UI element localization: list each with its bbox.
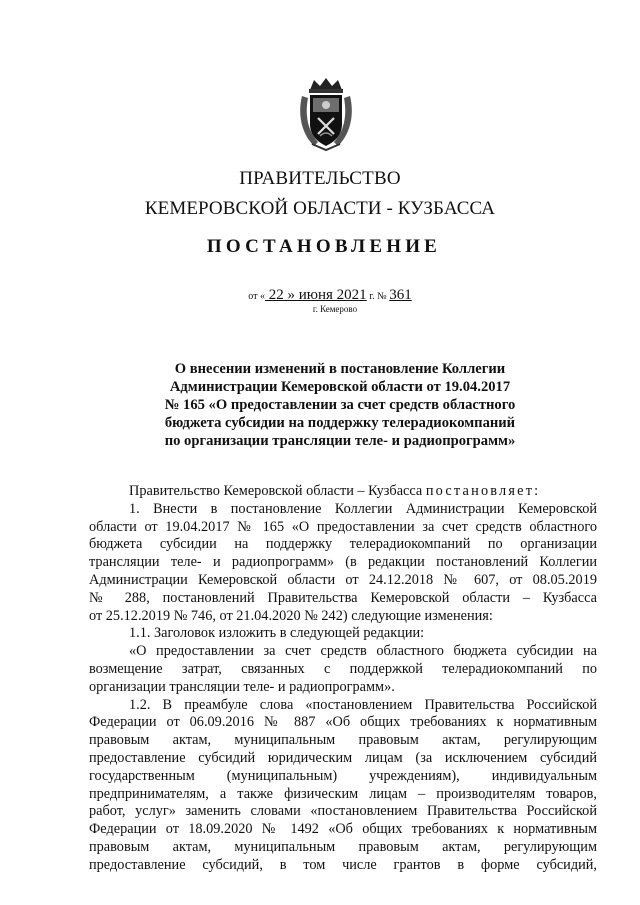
body-line: бюджета субсидии на поддержку телерадиокомпаний по организации xyxy=(89,536,597,553)
body-intro-resolves: постановляет: xyxy=(425,483,541,499)
body-intro: Правительство Кемеровской области – Кузбасса xyxy=(129,483,426,499)
body-line: Администрации Кемеровской области от 24.12.2018 № 607, от 08.05.2019 xyxy=(89,571,597,588)
subject-line: О внесении изменений в постановление Коллегии xyxy=(174,361,506,377)
body-line: № 288, постановлений Правительства Кемеровской области – Кузбасса xyxy=(89,589,597,606)
number-prefix: № xyxy=(377,291,390,302)
body-line: области от 19.04.2017 № 165 «О предоставлении за счет средств областного xyxy=(89,518,597,535)
date-prefix: от « xyxy=(248,291,266,302)
decree-body xyxy=(89,483,597,875)
body-line: 1.2. В преамбуле слова «постановлением Правительства Российской xyxy=(129,696,597,713)
region-title: КЕМЕРОВСКОЙ ОБЛАСТИ - КУЗБАССА xyxy=(144,198,496,219)
decree-subject xyxy=(140,360,540,450)
body-line: 1. Внести в постановление Коллегии Администрации Кемеровской xyxy=(129,500,597,517)
body-line: правовым актам, муниципальным правовым актам, регулирующим xyxy=(89,838,597,855)
body-line: предоставление субсидий юридическим лицам (за исключением субсидий xyxy=(89,749,597,766)
decree-number: 361 xyxy=(389,287,412,303)
subject-line: по организации трансляции теле- и радиопрограмм» xyxy=(164,433,516,449)
body-line: предоставление субсидий, в том числе грантов в форме субсидий, xyxy=(89,856,597,873)
body-line: организации трансляции теле- и радиопрограмм». xyxy=(89,678,395,695)
subject-line: Администрации Кемеровской области от 19.04.2017 xyxy=(169,379,511,395)
body-line: от 25.12.2019 № 746, от 21.04.2020 № 242) следующие изменения: xyxy=(89,607,493,624)
body-line: государственным (муниципальным) учреждениям), индивидуальным xyxy=(89,767,597,784)
government-title: ПРАВИТЕЛЬСТВО xyxy=(239,168,401,189)
kuzbass-coat-of-arms-icon xyxy=(296,76,356,152)
body-line: работ, услуг» заменить словами «постановлением Правительства Российской xyxy=(89,803,597,820)
body-line: трансляции теле- и радиопрограмм» (в редакции постановлений Коллегии xyxy=(89,554,597,571)
body-intro-line xyxy=(89,483,597,501)
date-day: 22 xyxy=(265,287,288,303)
body-line: Федерации от 06.09.2016 № 887 «Об общих требованиях к нормативным xyxy=(89,714,597,731)
date-year-suffix: г. xyxy=(366,291,378,302)
body-line: 1.1. Заголовок изложить в следующей редакции: xyxy=(129,625,425,642)
body-line: возмещение затрат, связанных с поддержкой телерадиокомпаний по xyxy=(89,660,597,677)
subject-line: № 165 «О предоставлении за счет средств областного xyxy=(164,397,516,413)
body-line: Федерации от 18.09.2020 № 1492 «Об общих требованиях к нормативным xyxy=(89,821,597,838)
date-month-year: » июня 2021 xyxy=(287,287,367,303)
body-line: правовым актам, муниципальным правовым актам, регулирующим xyxy=(89,732,597,749)
decree-date-line xyxy=(0,287,640,304)
subject-line: бюджета субсидии на поддержку телерадиокомпаний xyxy=(164,415,516,431)
city-label: г. Кемерово xyxy=(312,304,358,314)
body-line: предпринимателям, а также физическим лицам – производителям товаров, xyxy=(89,785,597,802)
body-line: «О предоставлении за счет средств областного бюджета субсидии на xyxy=(129,643,597,660)
decree-title: ПОСТАНОВЛЕНИЕ xyxy=(206,236,442,257)
